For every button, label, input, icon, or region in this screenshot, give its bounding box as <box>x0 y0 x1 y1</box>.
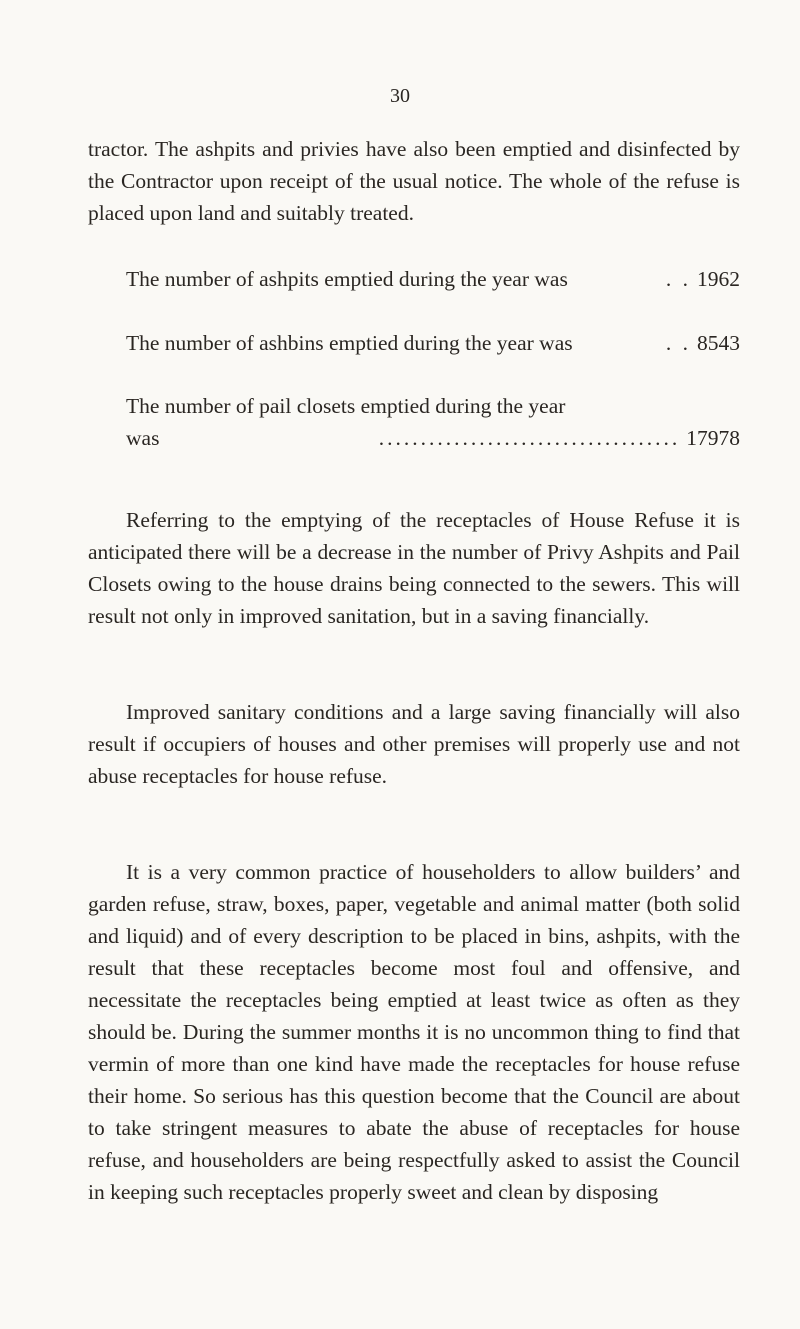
stat-label-pail-closets: The number of pail closets emptied during the year <box>126 394 566 418</box>
stat-label-ashbins: The number of ashbins emptied during the year was <box>126 331 573 355</box>
page-number: 30 <box>390 85 410 107</box>
stat-row-pail-closets-line2 <box>88 422 740 454</box>
stat-value-pail-closets: 17978 <box>686 426 740 450</box>
stat-row-pail-closets-line1 <box>88 390 740 422</box>
stat-label-ashpits: The number of ashpits emptied during the year was <box>126 267 568 291</box>
stat-value-ashpits: 1962 <box>697 267 740 291</box>
paragraph-house-refuse: Referring to the emptying of the receptacles of House Refuse it is anticipated there will be a decrease in the number of Privy Ashpits and Pail Closets owing to the house drains being connected to the sewers. This will result not only in improved sanitation, but in a saving financially. <box>88 508 740 628</box>
paragraph-sanitary-conditions: Improved sanitary conditions and a large saving financially will also result if occupiers of houses and other premises will properly use and not abuse receptacles for house refuse. <box>88 700 740 788</box>
paragraph-common-practice: It is a very common practice of householders to allow builders’ and garden refuse, straw, boxes, paper, vegetable and animal matter (both solid and liquid) and of every description to be placed in bins, ashpits, with the result that these receptacles become most foul and offensive, and necessitate the receptacles being emptied at least twice as often as they should be. During the summer months it is no uncommon thing to find that vermin of more than one kind have made the receptacles for house refuse their home. So serious has this question become that the Council are about to take stringent measures to abate the abuse of receptacles for house refuse, and householders are being respectfully asked to assist the Council in keeping such receptacles properly sweet and clean by disposing <box>88 860 740 1204</box>
intro-paragraph: tractor. The ashpits and privies have also been emptied and disinfected by the Contractor upon receipt of the usual notice. The whole of the refuse is placed upon land and suitably treated. <box>88 137 740 225</box>
stat-row-ashpits <box>88 263 740 295</box>
stat-row-ashbins <box>88 327 740 359</box>
stat-leader-ashbins: . . <box>665 331 691 355</box>
stat-value-ashbins: 8543 <box>697 331 740 355</box>
stat-leader-pail-closets: .................................... <box>378 426 681 450</box>
stat-label-pail-closets-cont: was <box>126 426 160 450</box>
stat-leader-ashpits: . . <box>665 267 691 291</box>
